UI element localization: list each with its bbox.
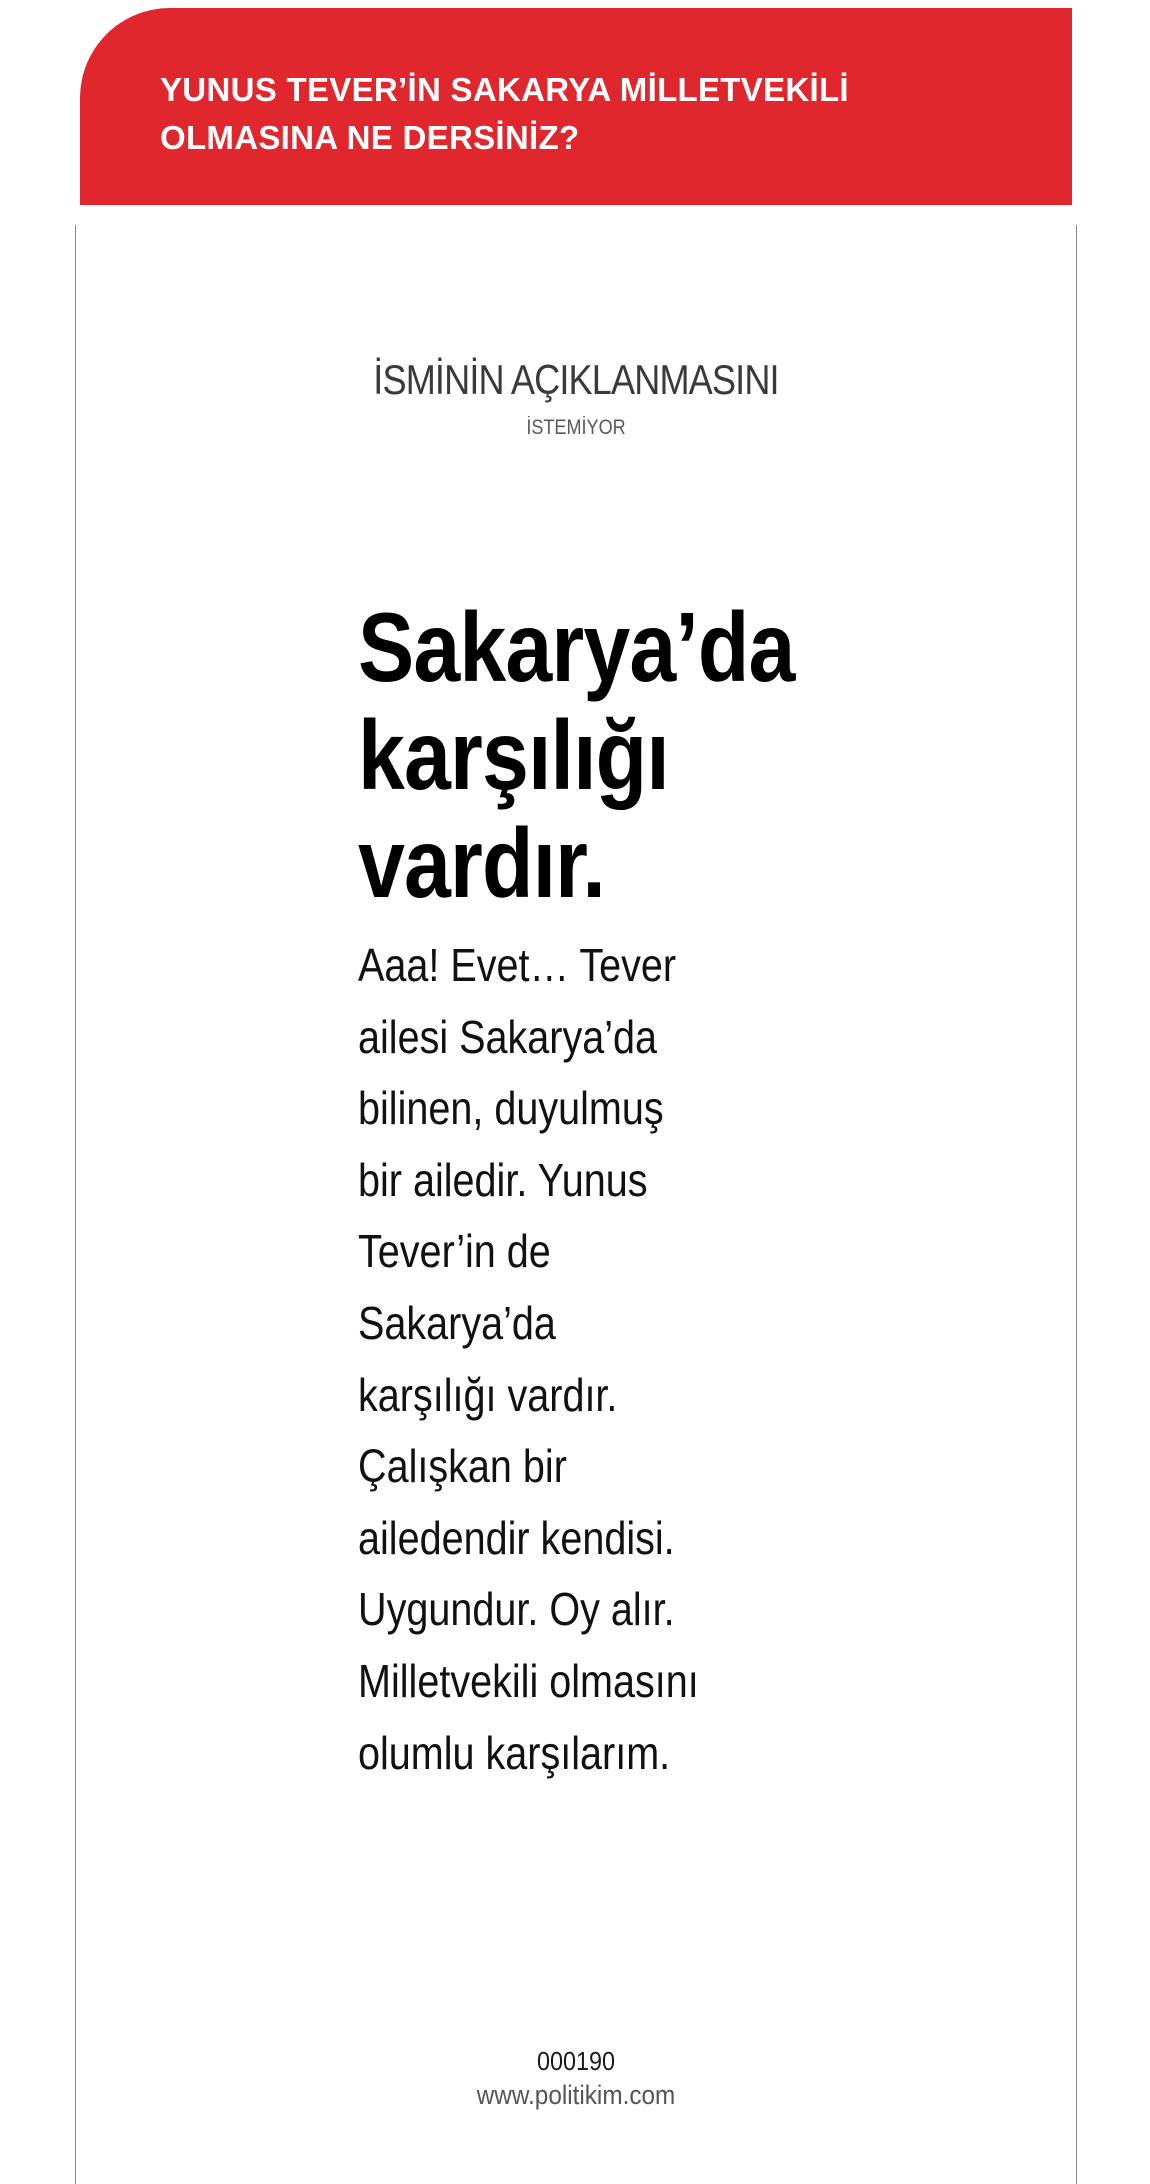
survey-question-line-1: YUNUS TEVER’İN SAKARYA MİLLETVEKİLİ <box>160 71 849 108</box>
headline-line-3: vardır. <box>358 808 605 918</box>
body-line: Çalışkan bir <box>358 1440 567 1493</box>
body-line: Sakarya’da <box>358 1296 556 1349</box>
body-line: bir ailedir. Yunus <box>358 1153 648 1206</box>
body-line: Aaa! Evet… Tever <box>358 939 677 991</box>
survey-question-title <box>160 66 1040 162</box>
body-line: bilinen, duyulmuş <box>358 1082 664 1135</box>
body-line: olumlu karşılarım. <box>358 1726 671 1779</box>
site-url-link[interactable]: www.politikim.com <box>476 2080 676 2110</box>
body-line: ailedendir kendisi. <box>358 1511 675 1564</box>
body-line: Tever’in de <box>358 1225 551 1278</box>
body-line: Uygundur. Oy alır. <box>358 1583 675 1636</box>
entry-code: 000190 <box>536 2046 616 2076</box>
body-line: ailesi Sakarya’da <box>358 1010 658 1063</box>
headline-line-2: karşılığı <box>358 700 669 810</box>
headline-line-1: Sakarya’da <box>358 592 795 702</box>
respondent-name: İSMİNİN AÇIKLANMASINI <box>373 356 779 403</box>
body-line: Milletvekili olmasını <box>358 1654 699 1707</box>
body-line: karşılığı vardır. <box>358 1368 618 1421</box>
header-banner <box>80 8 1072 205</box>
survey-question-line-2: OLMASINA NE DERSİNİZ? <box>160 119 580 156</box>
quote-headline <box>358 593 840 917</box>
respondent-note: İSTEMİYOR <box>526 416 626 439</box>
quote-body <box>358 930 771 1789</box>
